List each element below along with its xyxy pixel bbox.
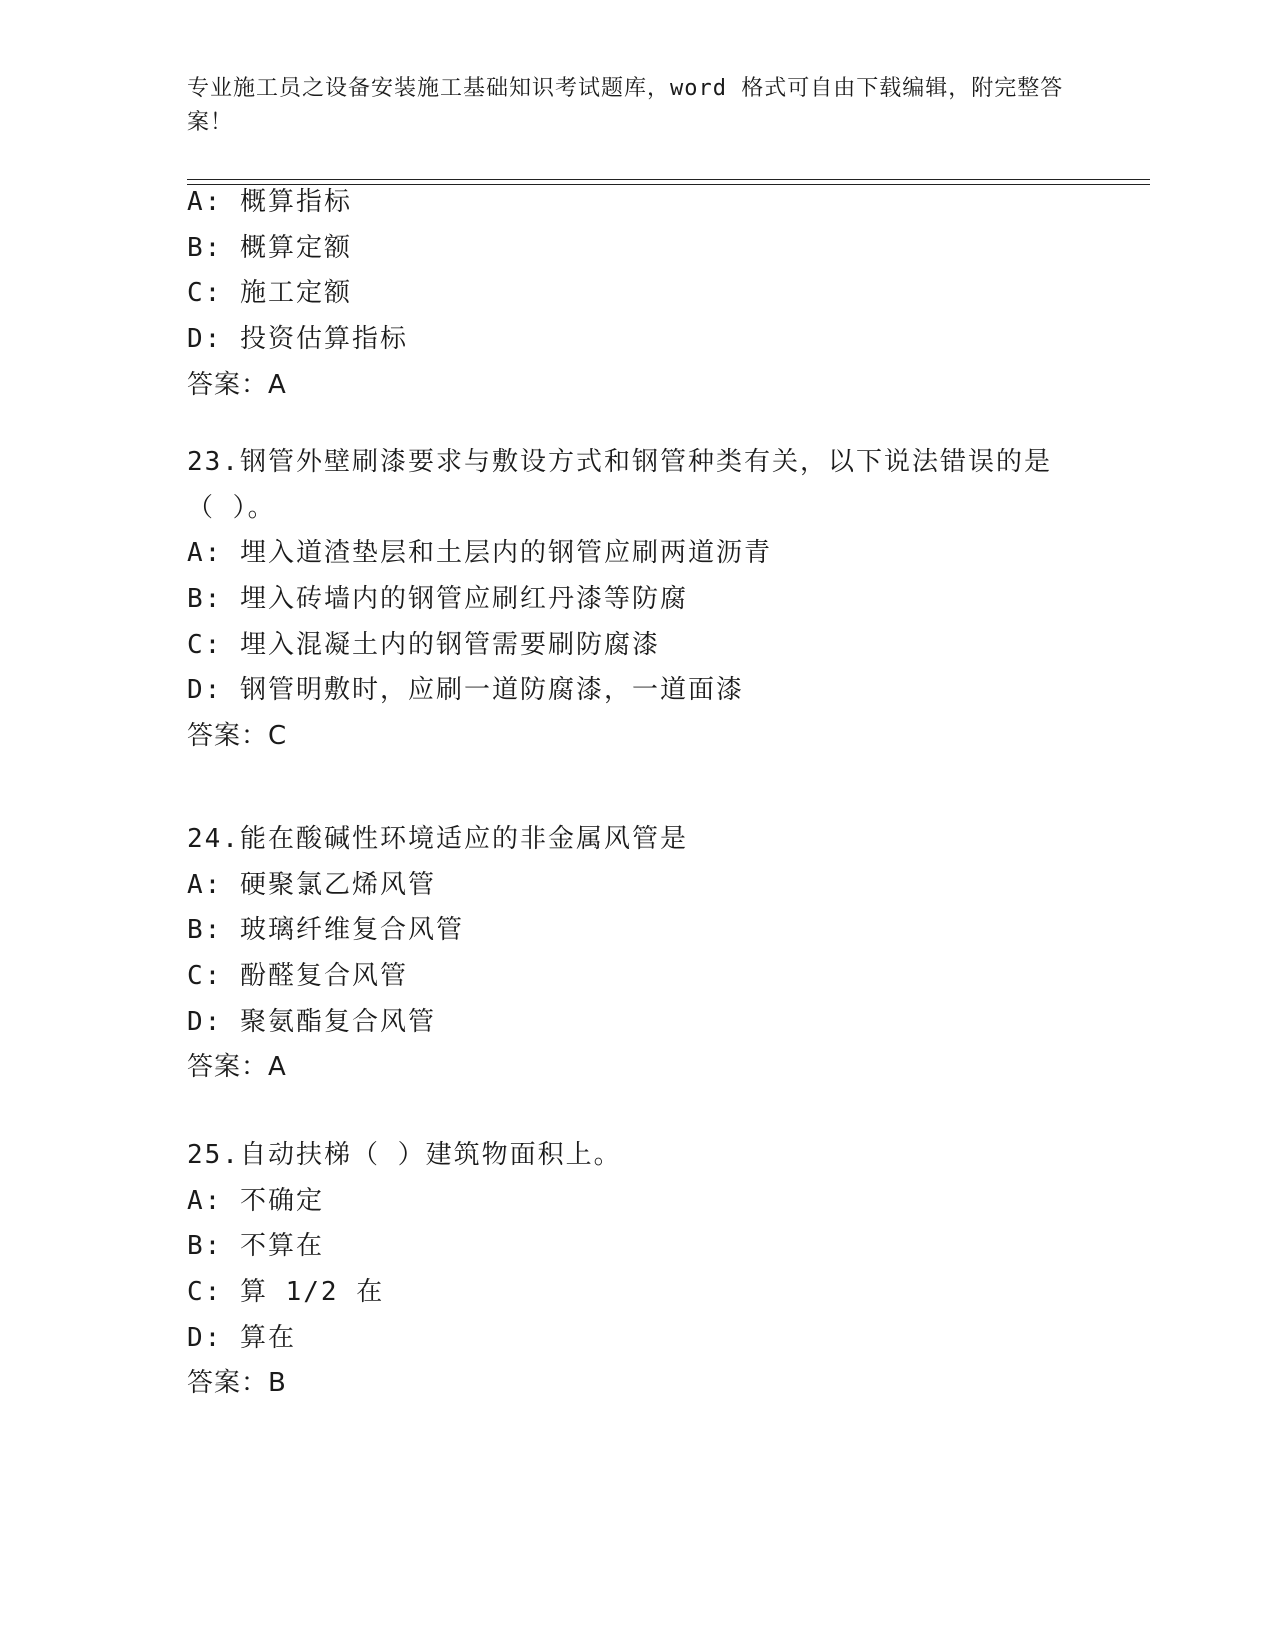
question-23 xyxy=(187,440,1107,760)
option-a: A: 概算指标 xyxy=(187,187,352,217)
option-d: D: 聚氨酯复合风管 xyxy=(187,1006,436,1037)
option-b: B: 玻璃纤维复合风管 xyxy=(187,915,464,946)
option-a: A: 不确定 xyxy=(187,1185,324,1216)
answer: 答案：C xyxy=(187,721,288,752)
question-text: 25.自动扶梯（ ）建筑物面积上。 xyxy=(187,1140,622,1170)
answer: 答案：B xyxy=(187,1368,287,1399)
question-text: 24.能在酸碱性环境适应的非金属风管是 xyxy=(187,824,688,854)
question-25 xyxy=(187,1133,1107,1407)
question-text: 23.钢管外壁刷漆要求与敷设方式和钢管种类有关，以下说法错误的是（ ）。 xyxy=(187,447,1052,523)
option-c: C: 埋入混凝土内的钢管需要刷防腐漆 xyxy=(187,629,660,660)
option-b: B: 不算在 xyxy=(187,1231,324,1262)
option-c: C: 算 1/2 在 xyxy=(187,1277,385,1308)
option-a: A: 埋入道渣垫层和土层内的钢管应刷两道沥青 xyxy=(187,538,772,569)
option-d: D: 钢管明敷时，应刷一道防腐漆，一道面漆 xyxy=(187,675,744,706)
option-a: A: 硬聚氯乙烯风管 xyxy=(187,869,436,900)
option-d: D: 算在 xyxy=(187,1322,296,1353)
option-b: B: 埋入砖墙内的钢管应刷红丹漆等防腐 xyxy=(187,584,688,615)
option-c: C: 酚醛复合风管 xyxy=(187,961,408,992)
option-b: B: 概算定额 xyxy=(187,232,352,263)
option-c: C: 施工定额 xyxy=(187,278,352,309)
document-header: 专业施工员之设备安装施工基础知识考试题库，word 格式可自由下载编辑，附完整答案！ xyxy=(187,76,1064,135)
answer: 答案：A xyxy=(187,369,287,400)
question-24 xyxy=(187,817,1107,1091)
question-22 xyxy=(187,180,1107,408)
option-d: D: 投资估算指标 xyxy=(187,324,408,355)
answer: 答案：A xyxy=(187,1052,287,1083)
